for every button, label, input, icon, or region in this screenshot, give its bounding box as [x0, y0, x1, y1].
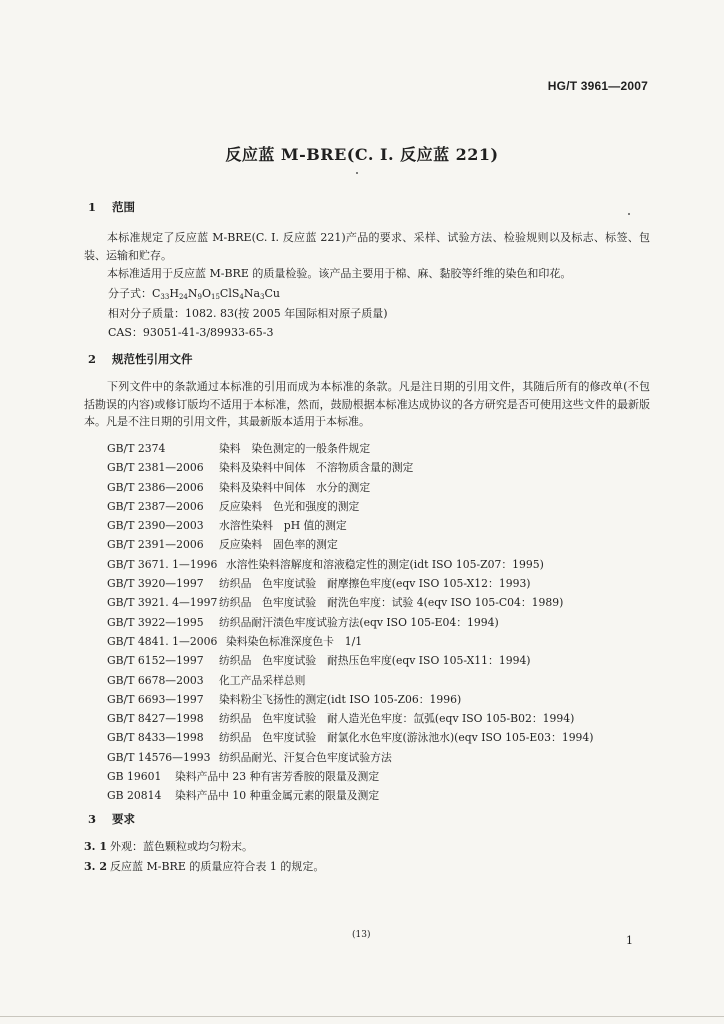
section-3-title: 要求 [112, 812, 135, 826]
scan-speck [628, 213, 630, 215]
formula-subscript: 24 [178, 293, 188, 301]
formula-element: O [201, 287, 211, 300]
clause-number: 3. 2 [84, 860, 107, 873]
formula-subscript: 3 [260, 293, 265, 301]
reference-title: 染料染色标准深度色卡 1/1 [226, 634, 363, 648]
formula-label: 分子式： [108, 287, 152, 300]
reference-code: GB/T 3921. 4—1997 [107, 596, 218, 610]
molecular-mass: 相对分子质量：1082. 83(按 2005 年国际相对原子质量) [108, 307, 388, 320]
reference-title: 纺织品 色牢度试验 耐热压色牢度(eqv ISO 105-X11：1994) [219, 654, 531, 668]
clause-text: 反应蓝 M-BRE 的质量应符合表 1 的规定。 [110, 860, 325, 873]
scope-paragraph-1: 本标准规定了反应蓝 M-BRE(C. I. 反应蓝 221)产品的要求、采样、试验方法、检验规则以及标志、标签、包装、运输和贮存。 [84, 231, 650, 262]
section-1-number: 1 [88, 200, 97, 214]
section-2-heading [88, 351, 193, 367]
section-1-title: 范围 [112, 200, 135, 214]
reference-code: GB/T 8427—1998 [107, 712, 204, 726]
reference-code: GB 20814 [107, 789, 162, 803]
reference-code: GB/T 3920—1997 [107, 577, 204, 591]
clause-number: 3. 1 [84, 840, 107, 853]
reference-item [107, 497, 594, 516]
reference-code: GB/T 2387—2006 [107, 499, 204, 513]
reference-item [107, 574, 594, 593]
reference-list [107, 439, 594, 806]
reference-title: 纺织品 色牢度试验 耐洗色牢度：试验 4(eqv ISO 105-C04：1989) [219, 596, 564, 610]
reference-title: 染料及染料中间体 不溶物质含量的测定 [219, 461, 414, 475]
formula-element: N [187, 287, 198, 300]
reference-item [107, 555, 594, 574]
reference-title: 纺织品耐光、汗复合色牢度试验方法 [219, 750, 392, 764]
reference-item [107, 651, 594, 670]
reference-code: GB/T 2391—2006 [107, 538, 204, 552]
reference-item [107, 690, 594, 709]
reference-code: GB/T 4841. 1—2006 [107, 634, 218, 648]
reference-item [107, 632, 594, 651]
reference-title: 水溶性染料溶解度和溶液稳定性的测定(idt ISO 105-Z07：1995) [226, 557, 544, 571]
reference-code: GB/T 3922—1995 [107, 615, 204, 629]
reference-title: 染料粉尘飞扬性的测定(idt ISO 105-Z06：1996) [219, 692, 462, 706]
reference-code: GB/T 14576—1993 [107, 750, 211, 764]
reference-code: GB 19601 [107, 770, 162, 784]
section-2-number: 2 [88, 352, 97, 366]
reference-title: 纺织品耐汗渍色牢度试验方法(eqv ISO 105-E04：1994) [219, 615, 499, 629]
reference-title: 染料产品中 23 种有害芳香胺的限量及测定 [175, 770, 380, 784]
formula-element: H [169, 287, 179, 300]
formula-element: Cu [264, 287, 281, 300]
original-page-number: (13) [352, 930, 371, 940]
reference-item [107, 478, 594, 497]
formula-element: Na [243, 287, 261, 300]
clause-text: 外观：蓝色颗粒或均匀粉末。 [110, 840, 253, 853]
reference-item [107, 439, 594, 458]
reference-title: 染料产品中 10 种重金属元素的限量及测定 [175, 789, 380, 803]
formula-element: C [152, 287, 161, 300]
page-edge-line [0, 1016, 724, 1017]
reference-code: GB/T 6693—1997 [107, 692, 204, 706]
reference-item [107, 671, 594, 690]
reference-code: GB/T 6152—1997 [107, 654, 204, 668]
page-number: 1 [626, 934, 633, 947]
scope-paragraph-2: 本标准适用于反应蓝 M-BRE 的质量检验。该产品主要用于棉、麻、黏胶等纤维的染色和印花。 [107, 267, 572, 280]
reference-item [107, 458, 594, 477]
section-2-title: 规范性引用文件 [112, 352, 193, 366]
reference-code: GB/T 2381—2006 [107, 461, 204, 475]
section-3-number: 3 [88, 812, 97, 826]
section-3-heading [88, 811, 135, 827]
reference-code: GB/T 2374 [107, 442, 166, 455]
reference-title: 反应染料 色光和强度的测定 [219, 499, 360, 513]
reference-title: 水溶性染料 pH 值的测定 [219, 519, 347, 533]
reference-title: 纺织品 色牢度试验 耐摩擦色牢度(eqv ISO 105-X12：1993) [219, 577, 531, 591]
formula-subscript: 9 [197, 293, 202, 301]
normative-references-intro: 下列文件中的条款通过本标准的引用而成为本标准的条款。凡是注日期的引用文件，其随后所有的修改单(不包括勘误的内容)或修订版均不适用于本标准，然而，鼓励根据本标准达成协议的各方研究是否可使用这些文件的最新版本。凡是不注日期的引用文件，其最新版本适用于本标准。 [84, 380, 650, 428]
clause-3-1 [84, 838, 253, 854]
reference-code: GB/T 2390—2003 [107, 519, 204, 533]
document-title: 反应蓝 M-BRE(C. I. 反应蓝 221) [225, 145, 499, 164]
reference-title: 染料及染料中间体 水分的测定 [219, 480, 371, 494]
section-1-heading [88, 199, 135, 215]
reference-item [107, 516, 594, 535]
reference-item [107, 748, 594, 767]
reference-item [107, 613, 594, 632]
reference-code: GB/T 2386—2006 [107, 480, 204, 494]
scan-speck [356, 172, 358, 174]
reference-code: GB/T 8433—1998 [107, 731, 204, 745]
reference-title: 纺织品 色牢度试验 耐人造光色牢度：氙弧(eqv ISO 105-B02：1994) [219, 712, 575, 726]
reference-item [107, 709, 594, 728]
formula-subscript: 15 [210, 293, 220, 301]
formula-subscript: 33 [160, 293, 170, 301]
reference-title: 染料 染色测定的一般条件规定 [219, 442, 371, 455]
reference-title: 纺织品 色牢度试验 耐氯化水色牢度(游泳池水)(eqv ISO 105-E03：1994) [219, 731, 594, 745]
formula-element: ClS [219, 287, 240, 300]
cas-number: CAS：93051-41-3/89933-65-3 [108, 326, 274, 339]
reference-code: GB/T 3671. 1—1996 [107, 557, 218, 571]
reference-item [107, 535, 594, 554]
formula-subscript: 4 [239, 293, 244, 301]
molecular-formula [108, 285, 280, 301]
reference-item [107, 728, 594, 747]
reference-title: 反应染料 固色率的测定 [219, 538, 338, 552]
standard-number: HG/T 3961—2007 [547, 79, 648, 93]
clause-3-2 [84, 858, 324, 874]
reference-item [107, 593, 594, 612]
reference-title: 化工产品采样总则 [219, 673, 306, 687]
reference-item [107, 786, 594, 805]
reference-item [107, 767, 594, 786]
reference-code: GB/T 6678—2003 [107, 673, 204, 687]
